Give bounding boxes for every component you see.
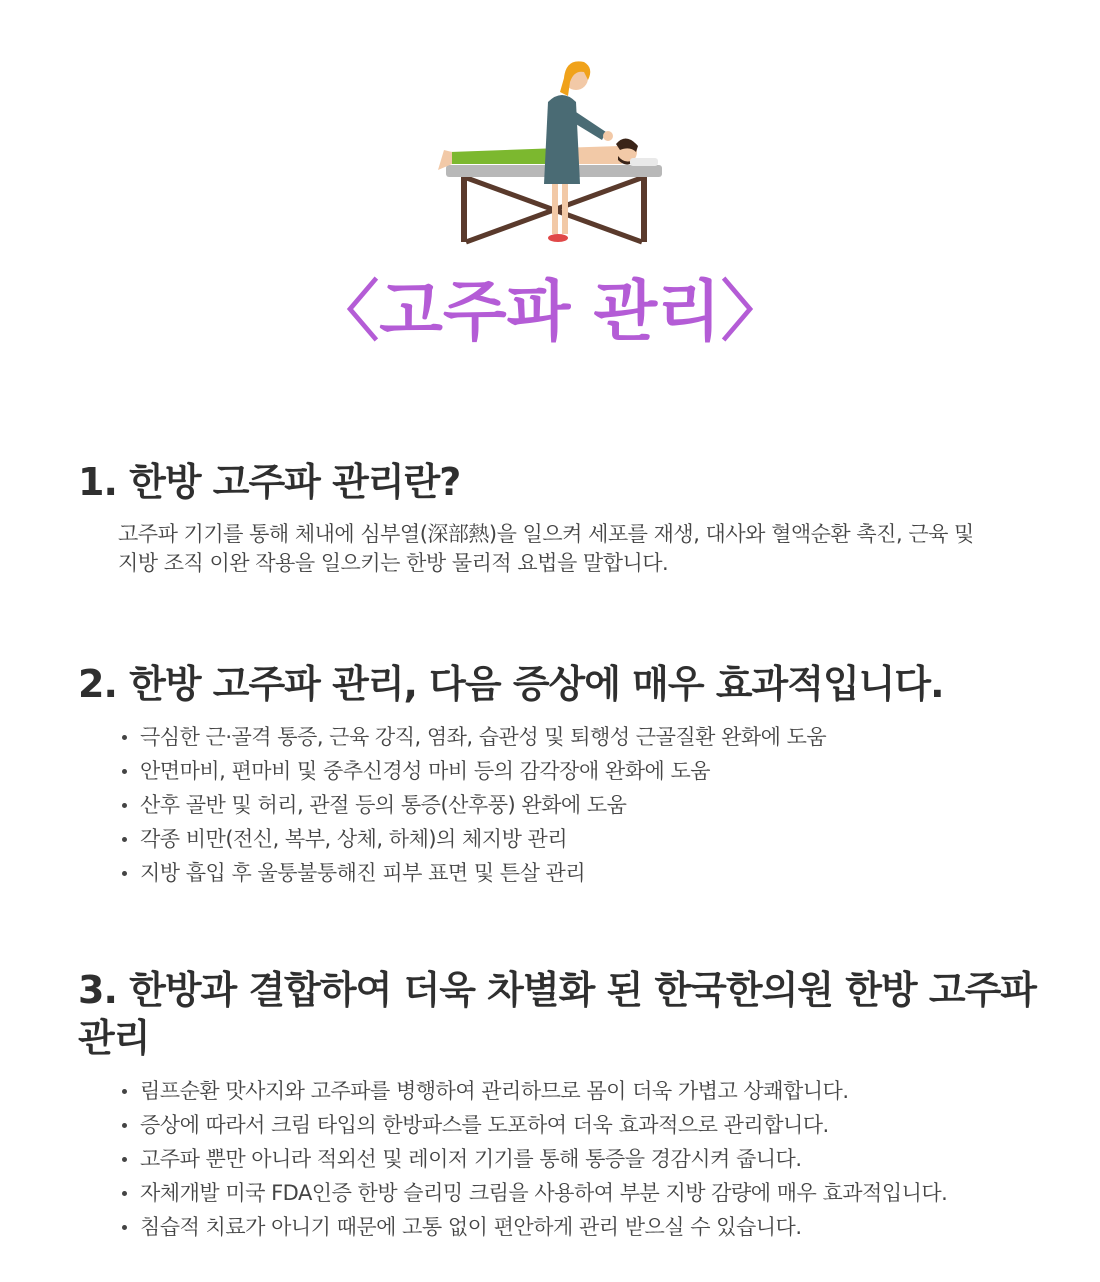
bullet-icon bbox=[122, 1157, 127, 1162]
section-heading: 1. 한방 고주파 관리란? bbox=[78, 460, 461, 504]
section-effective-symptoms bbox=[78, 660, 1078, 890]
section-heading: 2. 한방 고주파 관리, 다음 증상에 매우 효과적입니다. bbox=[78, 662, 944, 706]
list-item: 각종 비만(전신, 복부, 상체, 하체)의 체지방 관리 bbox=[118, 822, 1078, 856]
symptom-list bbox=[118, 720, 1078, 890]
list-item: 증상에 따라서 크림 타입의 한방파스를 도포하여 더욱 효과적으로 관리합니다. bbox=[118, 1108, 1078, 1142]
list-item: 림프순환 맛사지와 고주파를 병행하여 관리하므로 몸이 더욱 가볍고 상쾌합니다. bbox=[118, 1074, 1078, 1108]
list-item: 침습적 치료가 아니기 때문에 고통 없이 편안하게 관리 받으실 수 있습니다. bbox=[118, 1210, 1078, 1244]
bullet-icon bbox=[122, 837, 127, 842]
list-item: 지방 흡입 후 울퉁불퉁해진 피부 표면 및 튼살 관리 bbox=[118, 856, 1078, 890]
bullet-icon bbox=[122, 1191, 127, 1196]
bullet-icon bbox=[122, 803, 127, 808]
bullet-icon bbox=[122, 1089, 127, 1094]
list-item: 산후 골반 및 허리, 관절 등의 통증(산후풍) 완화에 도움 bbox=[118, 788, 1078, 822]
feature-list bbox=[118, 1074, 1078, 1244]
list-item: 자체개발 미국 FDA인증 한방 슬리밍 크림을 사용하여 부분 지방 감량에 매우 효과적입니다. bbox=[118, 1176, 1078, 1210]
bullet-icon bbox=[122, 871, 127, 876]
section-what-is bbox=[78, 458, 1078, 578]
list-item: 고주파 뿐만 아니라 적외선 및 레이저 기기를 통해 통증을 경감시켜 줍니다. bbox=[118, 1142, 1078, 1176]
bullet-icon bbox=[122, 1225, 127, 1230]
massage-icon bbox=[430, 52, 670, 252]
section-differentiated-care bbox=[78, 966, 1078, 1244]
section-heading: 3. 한방과 결합하여 더욱 차별화 된 한국한의원 한방 고주파 관리 bbox=[78, 968, 1036, 1060]
list-item: 안면마비, 편마비 및 중추신경성 마비 등의 감각장애 완화에 도움 bbox=[118, 754, 1078, 788]
paragraph-line: 고주파 기기를 통해 체내에 심부열(深部熱)을 일으켜 세포를 재생, 대사와 혈액순환 촉진, 근육 및 bbox=[118, 522, 974, 546]
list-item: 극심한 근·골격 통증, 근육 강직, 염좌, 습관성 및 퇴행성 근골질환 완화에 도움 bbox=[118, 720, 1078, 754]
paragraph-line: 지방 조직 이완 작용을 일으키는 한방 물리적 요법을 말합니다. bbox=[118, 551, 669, 575]
bullet-icon bbox=[122, 735, 127, 740]
section-paragraph bbox=[118, 520, 1078, 578]
page-title: 〈고주파 관리〉 bbox=[313, 273, 787, 350]
bullet-icon bbox=[122, 1123, 127, 1128]
massage-therapy-illustration bbox=[430, 52, 670, 252]
bullet-icon bbox=[122, 769, 127, 774]
